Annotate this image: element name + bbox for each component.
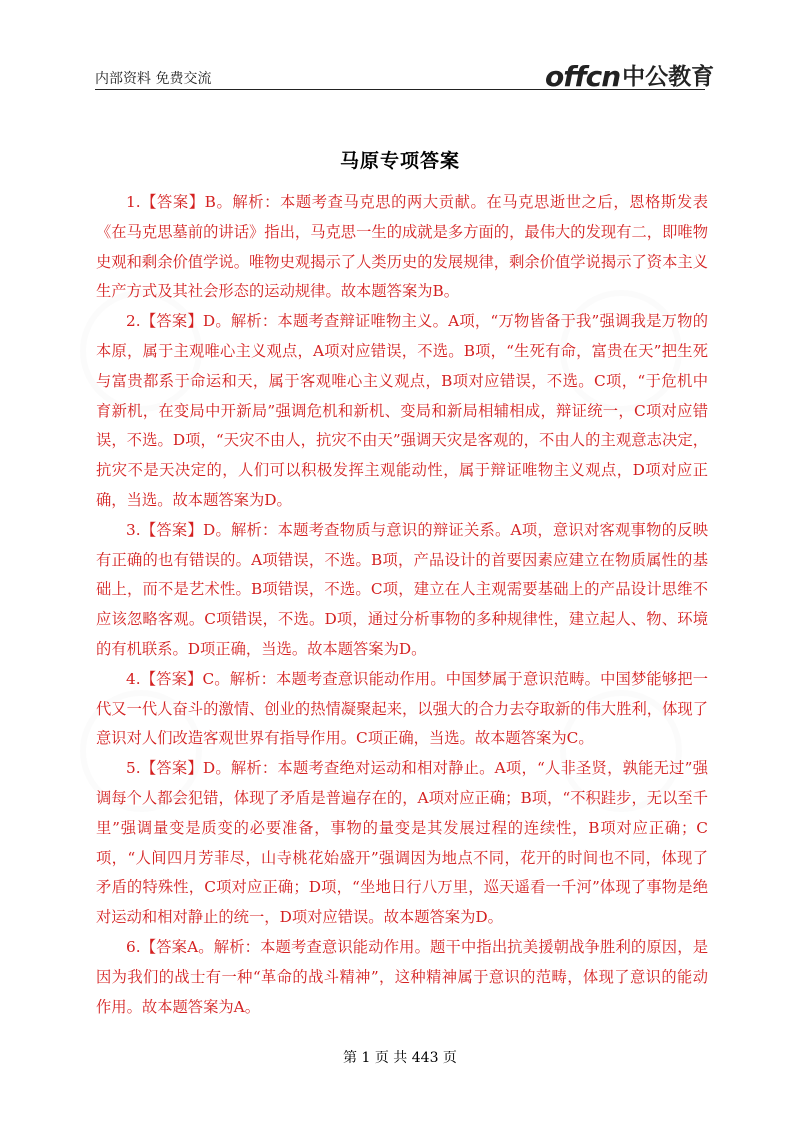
answer-paragraph: 4.【答案】C。解析：本题考查意识能动作用。中国梦属于意识范畴。中国梦能够把一代又一代人奋斗的激情、创业的热情凝聚起来，以强大的合力去夺取新的伟大胜利，体现了意识对人们改造客观世界有指导作用。C项正确，当选。故本题答案为C。 [96,669,708,748]
answer-paragraph: 6.【答案A。解析：本题考查意识能动作用。题干中指出抗美援朝战争胜利的原因，是因为我们的战士有一种“革命的战斗精神”，这种精神属于意识的范畴，体现了意识的能动作用。故本题答案为A。 [96,937,708,1016]
brand-logo [545,62,714,92]
logo-mark: offcn [545,60,621,93]
page-title: 马原专项答案 [339,150,460,172]
answer-paragraph: 1.【答案】B。解析：本题考查马克思的两大贡献。在马克思逝世之后，恩格斯发表《在马克思墓前的讲话》指出，马克思一生的成就是多方面的，最伟大的发现有二，即唯物史观和剩余价值学说。唯物史观揭示了人类历史的发展规律，剩余价值学说揭示了资本主义生产方式及其社会形态的运动规律。故本题答案为B。 [96,193,708,301]
answers-body [96,188,708,1022]
answer-paragraph: 5.【答案】D。解析：本题考查绝对运动和相对静止。A项，“人非圣贤，孰能无过”强调每个人都会犯错，体现了矛盾是普遍存在的，A项对应正确；B项，“不积跬步，无以至千里”强调量变是质变的必要准备，事物的量变是其发展过程的连续性，B项对应正确；C项，“人间四月芳菲尽，山寺桃花始盛开”强调因为地点不同，花开的时间也不同，体现了矛盾的特殊性，C项对应正确；D项，“坐地日行八万里，巡天遥看一千河”体现了事物是绝对运动和相对静止的统一，D项对应错误。故本题答案为D。 [96,759,708,927]
page-number: 第 1 页 共 443 页 [343,1050,457,1066]
logo-text: 中公教育 [622,64,715,90]
header-divider [95,89,705,90]
answer-paragraph: 3.【答案】D。解析：本题考查物质与意识的辩证关系。A项，意识对客观事物的反映有正确的也有错误的。A项错误，不选。B项，产品设计的首要因素应建立在物质属性的基础上，而不是艺术性。B项错误，不选。C项，建立在人主观需要基础上的产品设计思维不应该忽略客观。C项错误，不选。D项，通过分析事物的多种规律性，建立起人、物、环境的有机联系。D项正确，当选。故本题答案为D。 [96,520,708,658]
answer-paragraph: 2.【答案】D。解析：本题考查辩证唯物主义。A项，“万物皆备于我”强调我是万物的本原，属于主观唯心主义观点，A项对应错误，不选。B项，“生死有命，富贵在天”把生死与富贵都系于命运和天，属于客观唯心主义观点，B项对应错误，不选。C项，“于危机中育新机，在变局中开新局”强调危机和新机、变局和新局相辅相成，辩证统一，C项对应错误，不选。D项，“天灾不由人，抗灾不由天”强调天灾是客观的，不由人的主观意志决定，抗灾不是天决定的，人们可以积极发挥主观能动性，属于辩证唯物主义观点，D项对应正确，当选。故本题答案为D。 [96,312,708,509]
header-label: 内部资料 免费交流 [95,71,212,87]
